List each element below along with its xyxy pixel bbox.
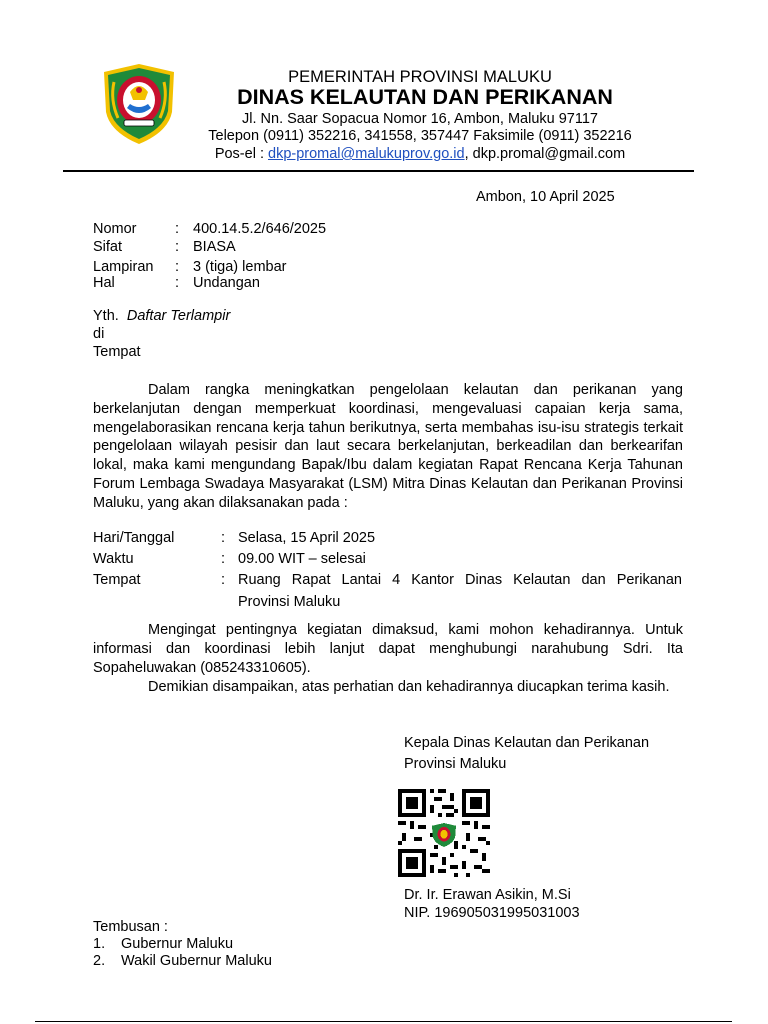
cc-item-number: 2. (93, 953, 106, 969)
letterhead-agency: DINAS KELAUTAN DAN PERIKANAN (237, 85, 613, 109)
recipient-line (93, 307, 230, 325)
signer-title-line1: Kepala Dinas Kelautan dan Perikanan (404, 735, 650, 751)
body-paragraph-1 (93, 381, 683, 513)
signer-title-line2: Provinsi Maluku (404, 756, 507, 772)
recipient-name: Daftar Terlampir (126, 308, 231, 324)
letter-nature: BIASA (193, 239, 236, 255)
footer-divider (35, 1021, 732, 1022)
meta-label: Sifat (93, 239, 123, 255)
email-prefix: Pos-el : (214, 146, 268, 162)
paragraph-text: Mengingat pentingnya kegiatan dimaksud, kami mohon kehadirannya. Untuk informasi dan koordinasi lebih lanjut dapat menghubungi narahubung Sdri. Ita Sopaheluwakan (085243310605). (93, 622, 683, 676)
email-secondary: , dkp.promal@gmail.com (464, 146, 626, 162)
letter-date: Ambon, 10 April 2025 (476, 189, 615, 205)
email-link[interactable]: dkp-promal@malukuprov.go.id (268, 146, 465, 162)
paragraph-text: Demikian disampaikan, atas perhatian dan kehadirannya diucapkan terima kasih. (148, 679, 670, 695)
cc-heading: Tembusan : (93, 919, 168, 935)
cc-item-number: 1. (93, 936, 106, 952)
letterhead-email (190, 146, 650, 162)
event-date: Selasa, 15 April 2025 (238, 530, 376, 546)
event-time: 09.00 WIT – selesai (238, 551, 366, 567)
event-label: Hari/Tanggal (93, 530, 175, 546)
letterhead-address: Jl. Nn. Saar Sopacua Nomor 16, Ambon, Maluku 97117 (242, 111, 598, 127)
meta-sep: : (175, 239, 180, 255)
recipient-yth: Yth. (93, 308, 119, 324)
letterhead-government: PEMERINTAH PROVINSI MALUKU (288, 68, 552, 86)
signer-nip: NIP. 196905031995031003 (404, 905, 580, 921)
recipient-di: di (93, 326, 105, 342)
meta-sep: : (175, 275, 180, 291)
cc-item: Gubernur Maluku (121, 936, 234, 952)
body-paragraph-2 (93, 621, 683, 677)
event-venue: Ruang Rapat Lantai 4 Kantor Dinas Kelautan dan Perikanan (238, 572, 682, 588)
event-venue-line2: Provinsi Maluku (238, 594, 341, 610)
letter-attachment: 3 (tiga) lembar (193, 259, 287, 275)
paragraph-text: Dalam rangka meningkatkan pengelolaan kelautan dan perikanan yang berkelanjutan dengan memperkuat koordinasi, mengevaluasi capaian kerja sama, mengelaborasikan rencana kerja tahun berikutnya, serta membahas isu-isu strategis terkait pengelolaan wilayah pesisir dan laut secara berkelanjutan, berkeadilan dan berkearifan lokal, maka kami mengundang Bapak/Ibu dalam kegiatan Rapat Rencana Kerja Tahunan Forum Lembaga Swadaya Masyarakat (LSM) Mitra Dinas Kelautan dan Perikanan Provinsi Maluku, yang akan dilaksanakan pada : (93, 382, 683, 511)
event-label: Waktu (93, 551, 134, 567)
meta-label: Nomor (93, 221, 137, 237)
letterhead-divider (63, 170, 694, 172)
event-sep: : (221, 551, 226, 567)
cc-item: Wakil Gubernur Maluku (121, 953, 272, 969)
letter-subject: Undangan (193, 275, 260, 291)
meta-sep: : (175, 259, 180, 275)
qr-code-icon (398, 789, 490, 877)
letterhead-phone: Telepon (0911) 352216, 341558, 357447 Faksimile (0911) 352216 (208, 128, 632, 144)
recipient-place: Tempat (93, 344, 141, 360)
coat-of-arms-logo-icon (100, 62, 178, 146)
meta-label: Hal (93, 275, 115, 291)
letter-number: 400.14.5.2/646/2025 (193, 221, 327, 237)
body-paragraph-3 (93, 678, 683, 697)
meta-sep: : (175, 221, 180, 237)
event-sep: : (221, 530, 226, 546)
event-sep: : (221, 572, 226, 588)
meta-label: Lampiran (93, 259, 154, 275)
event-label: Tempat (93, 572, 141, 588)
signer-name: Dr. Ir. Erawan Asikin, M.Si (404, 887, 571, 903)
